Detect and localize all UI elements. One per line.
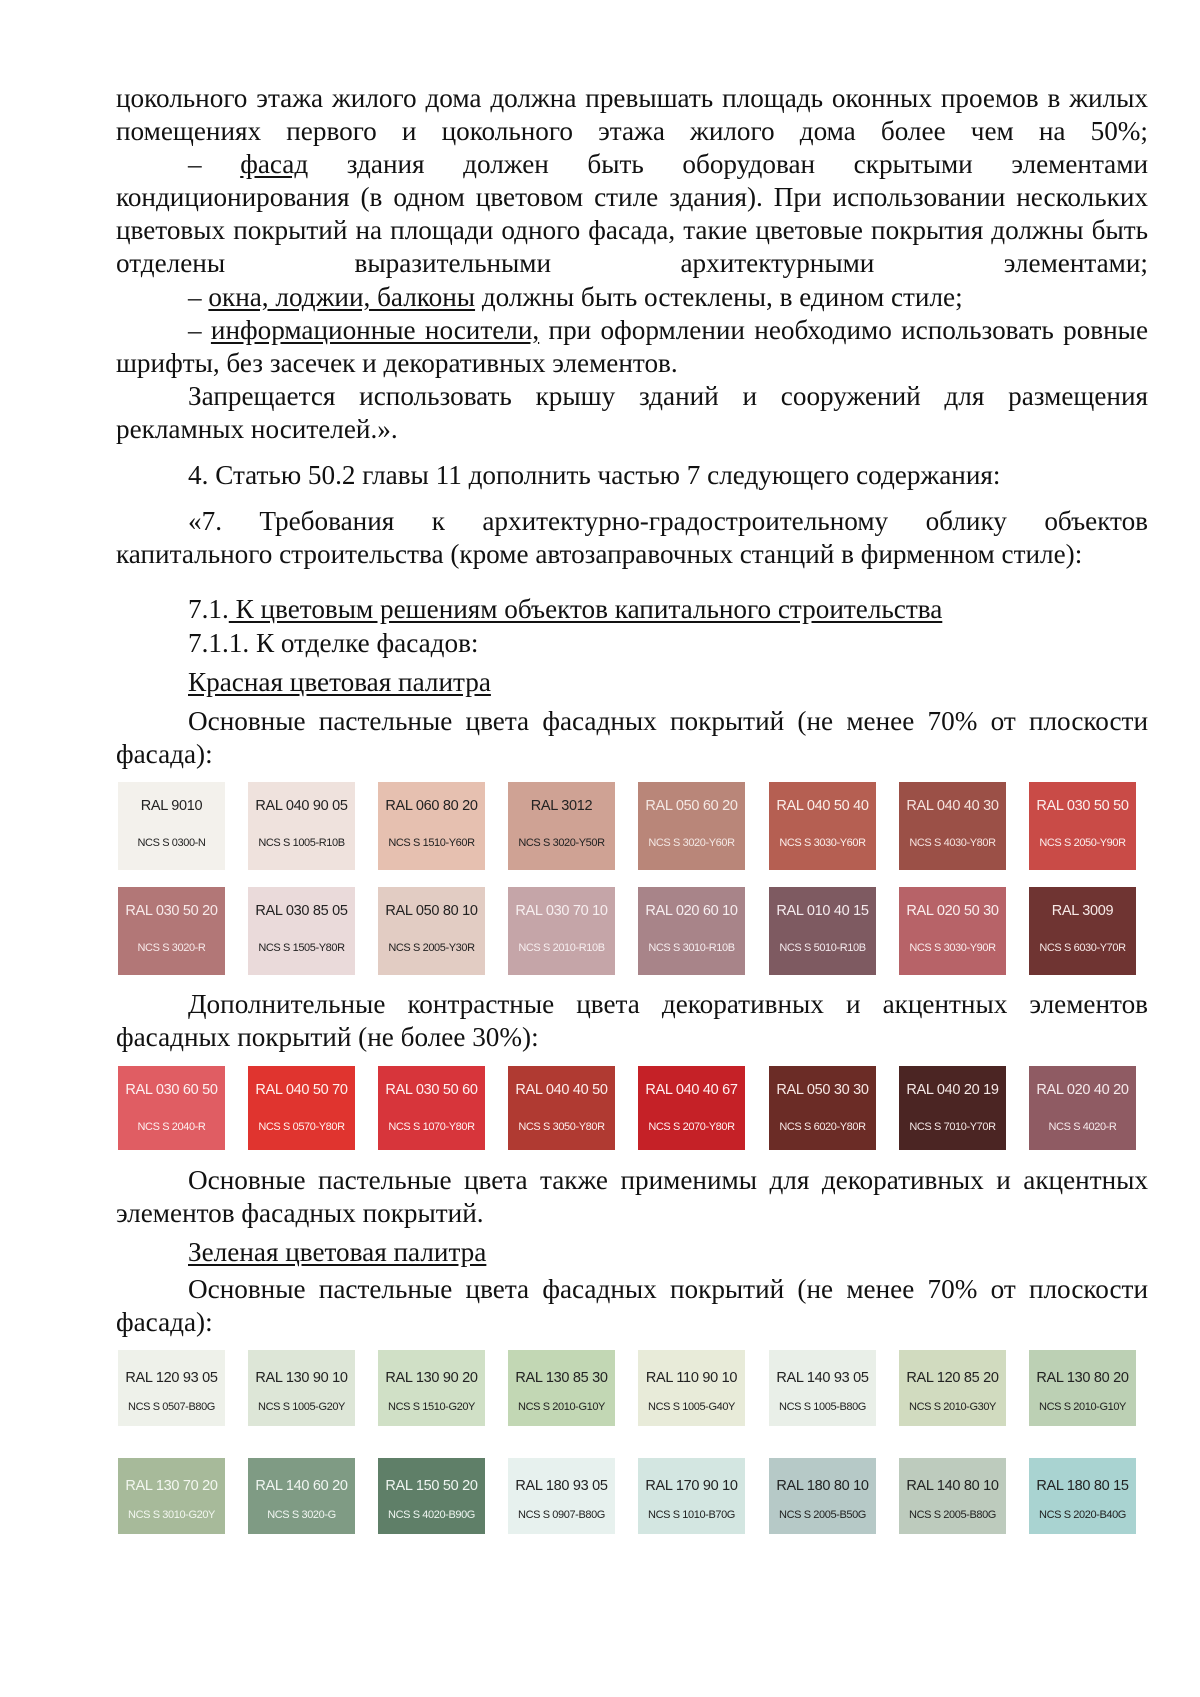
- swatch-ral-code: RAL 120 93 05: [125, 1370, 218, 1386]
- color-swatch: [899, 782, 1006, 870]
- color-swatch: [769, 1350, 876, 1426]
- red-main-row-1: [118, 782, 1148, 870]
- swatch-ral-code: RAL 030 50 20: [125, 903, 218, 919]
- swatch-ral-code: RAL 130 80 20: [1036, 1370, 1129, 1386]
- color-swatch: [1029, 887, 1136, 975]
- swatch-ncs-code: NCS S 1070-Y80R: [388, 1121, 475, 1133]
- color-swatch: [638, 1458, 745, 1534]
- color-swatch: [378, 1350, 485, 1426]
- swatch-ncs-code: NCS S 3010-R10B: [648, 942, 735, 954]
- swatch-ral-code: RAL 170 90 10: [645, 1478, 738, 1494]
- swatch-ral-code: RAL 3012: [530, 798, 593, 814]
- color-swatch: [118, 887, 225, 975]
- swatch-ncs-code: NCS S 4030-Y80R: [909, 837, 996, 849]
- swatch-ncs-code: NCS S 6020-Y80R: [779, 1121, 866, 1133]
- color-swatch: [118, 1350, 225, 1426]
- paragraph-requirements-text: «7. Требования к архитектурно-градостроительному облику объектов капитального строительства (кроме автозаправочных станций в фирменном стиле):: [116, 506, 1148, 569]
- heading-7-1: [116, 593, 1148, 626]
- swatch-ncs-code: NCS S 3030-Y90R: [909, 942, 996, 954]
- swatch-ral-code: RAL 130 85 30: [515, 1370, 608, 1386]
- swatch-ncs-code: NCS S 1005-G40Y: [648, 1401, 735, 1413]
- color-swatch: [899, 887, 1006, 975]
- color-swatch: [378, 887, 485, 975]
- swatch-ral-code: RAL 060 80 20: [385, 798, 478, 814]
- red-accent-caption-text: Дополнительные контрастные цвета декоративных и акцентных элементов фасадных покрытий (не более 30%):: [116, 989, 1148, 1052]
- swatch-ral-code: RAL 020 50 30: [906, 903, 999, 919]
- paragraph-window-area: [116, 82, 1148, 148]
- green-palette-title: [116, 1236, 1148, 1269]
- paragraph-roof-ban-text: Запрещается использовать крышу зданий и сооружений для размещения рекламных носителей.».: [116, 381, 1148, 444]
- swatch-ral-code: RAL 030 60 50: [125, 1082, 218, 1098]
- color-swatch: [638, 1066, 745, 1150]
- swatch-ncs-code: NCS S 4020-B90G: [388, 1509, 475, 1521]
- red-main-row-2: [118, 887, 1148, 975]
- link-facade[interactable]: фасад: [240, 149, 309, 179]
- swatch-ral-code: RAL 140 93 05: [776, 1370, 869, 1386]
- green-main-caption-text: Основные пастельные цвета фасадных покрытий (не менее 70% от плоскости фасада):: [116, 1274, 1148, 1337]
- swatch-ral-code: RAL 010 40 15: [776, 903, 869, 919]
- swatch-ral-code: RAL 130 70 20: [125, 1478, 218, 1494]
- color-swatch: [769, 887, 876, 975]
- color-swatch: [508, 1350, 615, 1426]
- green-main-row-2: [118, 1458, 1148, 1546]
- color-swatch: [378, 1066, 485, 1150]
- swatch-ncs-code: NCS S 1005-B80G: [779, 1401, 866, 1413]
- swatch-ral-code: RAL 180 80 15: [1036, 1478, 1129, 1494]
- swatch-ncs-code: NCS S 1510-G20Y: [388, 1401, 475, 1413]
- swatch-ncs-code: NCS S 2005-B80G: [909, 1509, 996, 1521]
- swatch-ncs-code: NCS S 1510-Y60R: [388, 837, 475, 849]
- swatch-ncs-code: NCS S 2005-Y30R: [388, 942, 475, 954]
- swatch-ral-code: RAL 3009: [1051, 903, 1114, 919]
- color-swatch: [1029, 1458, 1136, 1534]
- red-note-text: Основные пастельные цвета также применимы для декоративных и акцентных элементов фасадных покрытий.: [116, 1165, 1148, 1228]
- swatch-ncs-code: NCS S 4020-R: [1048, 1121, 1117, 1133]
- swatch-ncs-code: NCS S 0907-B80G: [518, 1509, 605, 1521]
- color-swatch: [248, 1066, 355, 1150]
- swatch-ncs-code: NCS S 3020-R: [137, 942, 206, 954]
- swatch-ral-code: RAL 030 50 60: [385, 1082, 478, 1098]
- color-swatch: [899, 1066, 1006, 1150]
- paragraph-roof-ban: [116, 380, 1148, 446]
- swatch-ncs-code: NCS S 1010-B70G: [648, 1509, 735, 1521]
- red-accent-row: [118, 1066, 1148, 1154]
- swatch-ral-code: RAL 020 40 20: [1036, 1082, 1129, 1098]
- red-main-caption-text: Основные пастельные цвета фасадных покрытий (не менее 70% от плоскости фасада):: [116, 706, 1148, 769]
- heading-7-1-number: 7.1.: [188, 594, 229, 624]
- swatch-ncs-code: NCS S 7010-Y70R: [909, 1121, 996, 1133]
- swatch-ncs-code: NCS S 5010-R10B: [779, 942, 866, 954]
- swatch-ral-code: RAL 180 80 10: [776, 1478, 869, 1494]
- paragraph-facade: [116, 148, 1148, 280]
- swatch-ncs-code: NCS S 1005-R10B: [258, 837, 345, 849]
- paragraph-article-amendment: [116, 459, 1148, 492]
- red-accent-caption: [116, 988, 1148, 1054]
- swatch-ral-code: RAL 050 60 20: [645, 798, 738, 814]
- swatch-ral-code: RAL 040 40 50: [515, 1082, 608, 1098]
- paragraph-requirements: [116, 505, 1148, 571]
- red-palette-title: [116, 666, 1148, 699]
- green-palette-title-text: Зеленая цветовая палитра: [188, 1237, 487, 1267]
- color-swatch: [638, 887, 745, 975]
- heading-7-1-text: К цветовым решениям объектов капитального строительства: [228, 594, 943, 624]
- swatch-ral-code: RAL 040 20 19: [906, 1082, 999, 1098]
- paragraph-info-carriers: [116, 314, 1148, 380]
- swatch-ral-code: RAL 140 60 20: [255, 1478, 348, 1494]
- swatch-ral-code: RAL 030 50 50: [1036, 798, 1129, 814]
- swatch-ncs-code: NCS S 0300-N: [137, 837, 206, 849]
- swatch-ncs-code: NCS S 2020-B40G: [1039, 1509, 1126, 1521]
- color-swatch: [508, 1458, 615, 1534]
- swatch-ncs-code: NCS S 2040-R: [137, 1121, 206, 1133]
- paragraph-window-area-text: цокольного этажа жилого дома должна превышать площадь оконных проемов в жилых помещениях первого и цокольного этажа жилого дома более чем на 50%;: [116, 83, 1148, 146]
- link-info-carriers[interactable]: информационные носители,: [210, 315, 540, 345]
- paragraph-article-amendment-text: 4. Статью 50.2 главы 11 дополнить частью 7 следующего содержания:: [188, 460, 1001, 490]
- color-swatch: [769, 782, 876, 870]
- red-palette-title-text: Красная цветовая палитра: [188, 667, 491, 697]
- color-swatch: [118, 1458, 225, 1534]
- heading-7-1-1: [116, 627, 1148, 660]
- swatch-ncs-code: NCS S 2005-B50G: [779, 1509, 866, 1521]
- swatch-ral-code: RAL 120 85 20: [906, 1370, 999, 1386]
- paragraph-info-carriers-text: при оформлении необходимо использовать ровные шрифты, без засечек и декоративных элементов.: [116, 315, 1149, 378]
- swatch-ncs-code: NCS S 3020-G: [267, 1509, 336, 1521]
- swatch-ral-code: RAL 110 90 10: [645, 1370, 738, 1386]
- heading-7-1-1-text: 7.1.1. К отделке фасадов:: [188, 628, 479, 658]
- color-swatch: [769, 1066, 876, 1150]
- dash: –: [188, 315, 211, 345]
- swatch-ncs-code: NCS S 3020-Y50R: [518, 837, 605, 849]
- swatch-ncs-code: NCS S 3030-Y60R: [779, 837, 866, 849]
- dash: –: [188, 149, 241, 179]
- color-swatch: [508, 1066, 615, 1150]
- color-swatch: [508, 887, 615, 975]
- paragraph-facade-text: здания должен быть оборудован скрытыми элементами кондиционирования (в одном цветовом стиле здания). При использовании нескольких цветовых покрытий на площади одного фасада, такие цветовые покрытия должны быть отделены выразительными архитектурными элементами;: [116, 149, 1148, 278]
- swatch-ncs-code: NCS S 6030-Y70R: [1039, 942, 1126, 954]
- color-swatch: [508, 782, 615, 870]
- color-swatch: [638, 1350, 745, 1426]
- color-swatch: [248, 782, 355, 870]
- swatch-ncs-code: NCS S 2050-Y90R: [1039, 837, 1126, 849]
- swatch-ncs-code: NCS S 2010-G30Y: [909, 1401, 996, 1413]
- paragraph-windows-text: должны быть остеклены, в едином стиле;: [475, 282, 963, 312]
- swatch-ncs-code: NCS S 1505-Y80R: [258, 942, 345, 954]
- swatch-ncs-code: NCS S 3010-G20Y: [128, 1509, 215, 1521]
- swatch-ral-code: RAL 040 50 40: [776, 798, 869, 814]
- color-swatch: [118, 1066, 225, 1150]
- swatch-ncs-code: NCS S 2070-Y80R: [648, 1121, 735, 1133]
- green-main-caption: [116, 1273, 1148, 1339]
- swatch-ral-code: RAL 030 85 05: [255, 903, 348, 919]
- color-swatch: [1029, 1066, 1136, 1150]
- swatch-ncs-code: NCS S 0570-Y80R: [258, 1121, 345, 1133]
- swatch-ral-code: RAL 130 90 10: [255, 1370, 348, 1386]
- swatch-ncs-code: NCS S 2010-G10Y: [1039, 1401, 1126, 1413]
- swatch-ral-code: RAL 150 50 20: [385, 1478, 478, 1494]
- swatch-ral-code: RAL 030 70 10: [515, 903, 608, 919]
- swatch-ncs-code: NCS S 1005-G20Y: [258, 1401, 345, 1413]
- swatch-ncs-code: NCS S 2010-G10Y: [518, 1401, 605, 1413]
- swatch-ral-code: RAL 9010: [140, 798, 203, 814]
- color-swatch: [899, 1458, 1006, 1534]
- swatch-ral-code: RAL 040 40 30: [906, 798, 999, 814]
- swatch-ral-code: RAL 180 93 05: [515, 1478, 608, 1494]
- swatch-ncs-code: NCS S 3020-Y60R: [648, 837, 735, 849]
- swatch-ncs-code: NCS S 2010-R10B: [518, 942, 605, 954]
- color-swatch: [1029, 782, 1136, 870]
- color-swatch: [118, 782, 225, 870]
- red-note: [116, 1164, 1148, 1230]
- color-swatch: [378, 1458, 485, 1534]
- swatch-ral-code: RAL 050 30 30: [776, 1082, 869, 1098]
- swatch-ral-code: RAL 130 90 20: [385, 1370, 478, 1386]
- red-main-caption: [116, 705, 1148, 771]
- dash: –: [188, 282, 209, 312]
- swatch-ral-code: RAL 040 90 05: [255, 798, 348, 814]
- green-main-row-1: [118, 1350, 1148, 1438]
- color-swatch: [1029, 1350, 1136, 1426]
- paragraph-windows: [116, 281, 1148, 314]
- link-windows[interactable]: окна, лоджии, балконы: [208, 282, 476, 312]
- color-swatch: [378, 782, 485, 870]
- color-swatch: [769, 1458, 876, 1534]
- color-swatch: [248, 1350, 355, 1426]
- swatch-ral-code: RAL 140 80 10: [906, 1478, 999, 1494]
- color-swatch: [248, 1458, 355, 1534]
- color-swatch: [248, 887, 355, 975]
- swatch-ral-code: RAL 050 80 10: [385, 903, 478, 919]
- swatch-ncs-code: NCS S 3050-Y80R: [518, 1121, 605, 1133]
- swatch-ral-code: RAL 040 40 67: [645, 1082, 738, 1098]
- swatch-ncs-code: NCS S 0507-B80G: [128, 1401, 215, 1413]
- swatch-ral-code: RAL 020 60 10: [645, 903, 738, 919]
- color-swatch: [638, 782, 745, 870]
- swatch-ral-code: RAL 040 50 70: [255, 1082, 348, 1098]
- color-swatch: [899, 1350, 1006, 1426]
